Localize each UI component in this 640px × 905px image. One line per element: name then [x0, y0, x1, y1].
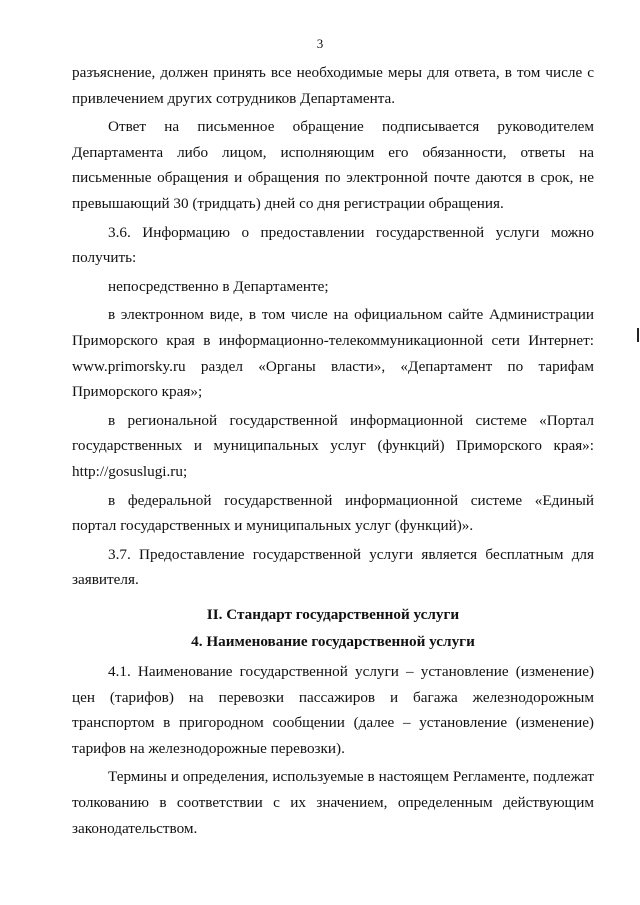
margin-mark: [637, 328, 639, 342]
paragraph-terms: Термины и определения, используемые в настоящем Регламенте, подлежат толкованию в соответствии с их значением, определенным действующим законодательством.: [72, 768, 594, 837]
paragraph-regional-portal: в региональной государственной информационной системе «Портал государственных и муниципальных услуг (функций) Приморского края»: http://gosuslugi.ru;: [72, 411, 594, 480]
paragraph-response-signing: Ответ на письменное обращение подписывается руководителем Департамента либо лицом, исполняющим его обязанности, ответы на письменные обращения и обращения по электронной почте даются в срок, не превышающий 30 (тридцать) дней со дня регистрации обращения.: [72, 118, 594, 212]
paragraph-continuation: разъяснение, должен принять все необходимые меры для ответа, в том числе с привлечением других сотрудников Департамента.: [72, 64, 594, 107]
paragraph-3-7: 3.7. Предоставление государственной услуги является бесплатным для заявителя.: [72, 545, 594, 589]
paragraph-in-department: непосредственно в Департаменте;: [108, 277, 329, 295]
paragraph-electronic: в электронном виде, в том числе на официальном сайте Администрации Приморского края в информационно-телекоммуникационной сети Интернет: www.primorsky.ru раздел «Органы власти», «Департамент по тарифам Приморского края»;: [72, 306, 594, 401]
subsection-heading: 4. Наименование государственной услуги: [191, 633, 475, 651]
document-body: [72, 60, 594, 841]
paragraph-3-6: 3.6. Информацию о предоставлении государственной услуги можно получить:: [72, 223, 594, 267]
section-heading: II. Стандарт государственной услуги: [206, 605, 460, 623]
page-number: 3: [316, 36, 324, 51]
paragraph-4-1: 4.1. Наименование государственной услуги – установление (изменение) цен (тарифов) на перевозки пассажиров и багажа железнодорожным транспортом в пригородном сообщении (далее – установление (изменение) тарифов на железнодорожные перевозки).: [72, 663, 594, 757]
paragraph-federal-portal: в федеральной государственной информационной системе «Единый портал государственных и муниципальных услуг (функций)».: [72, 491, 594, 535]
